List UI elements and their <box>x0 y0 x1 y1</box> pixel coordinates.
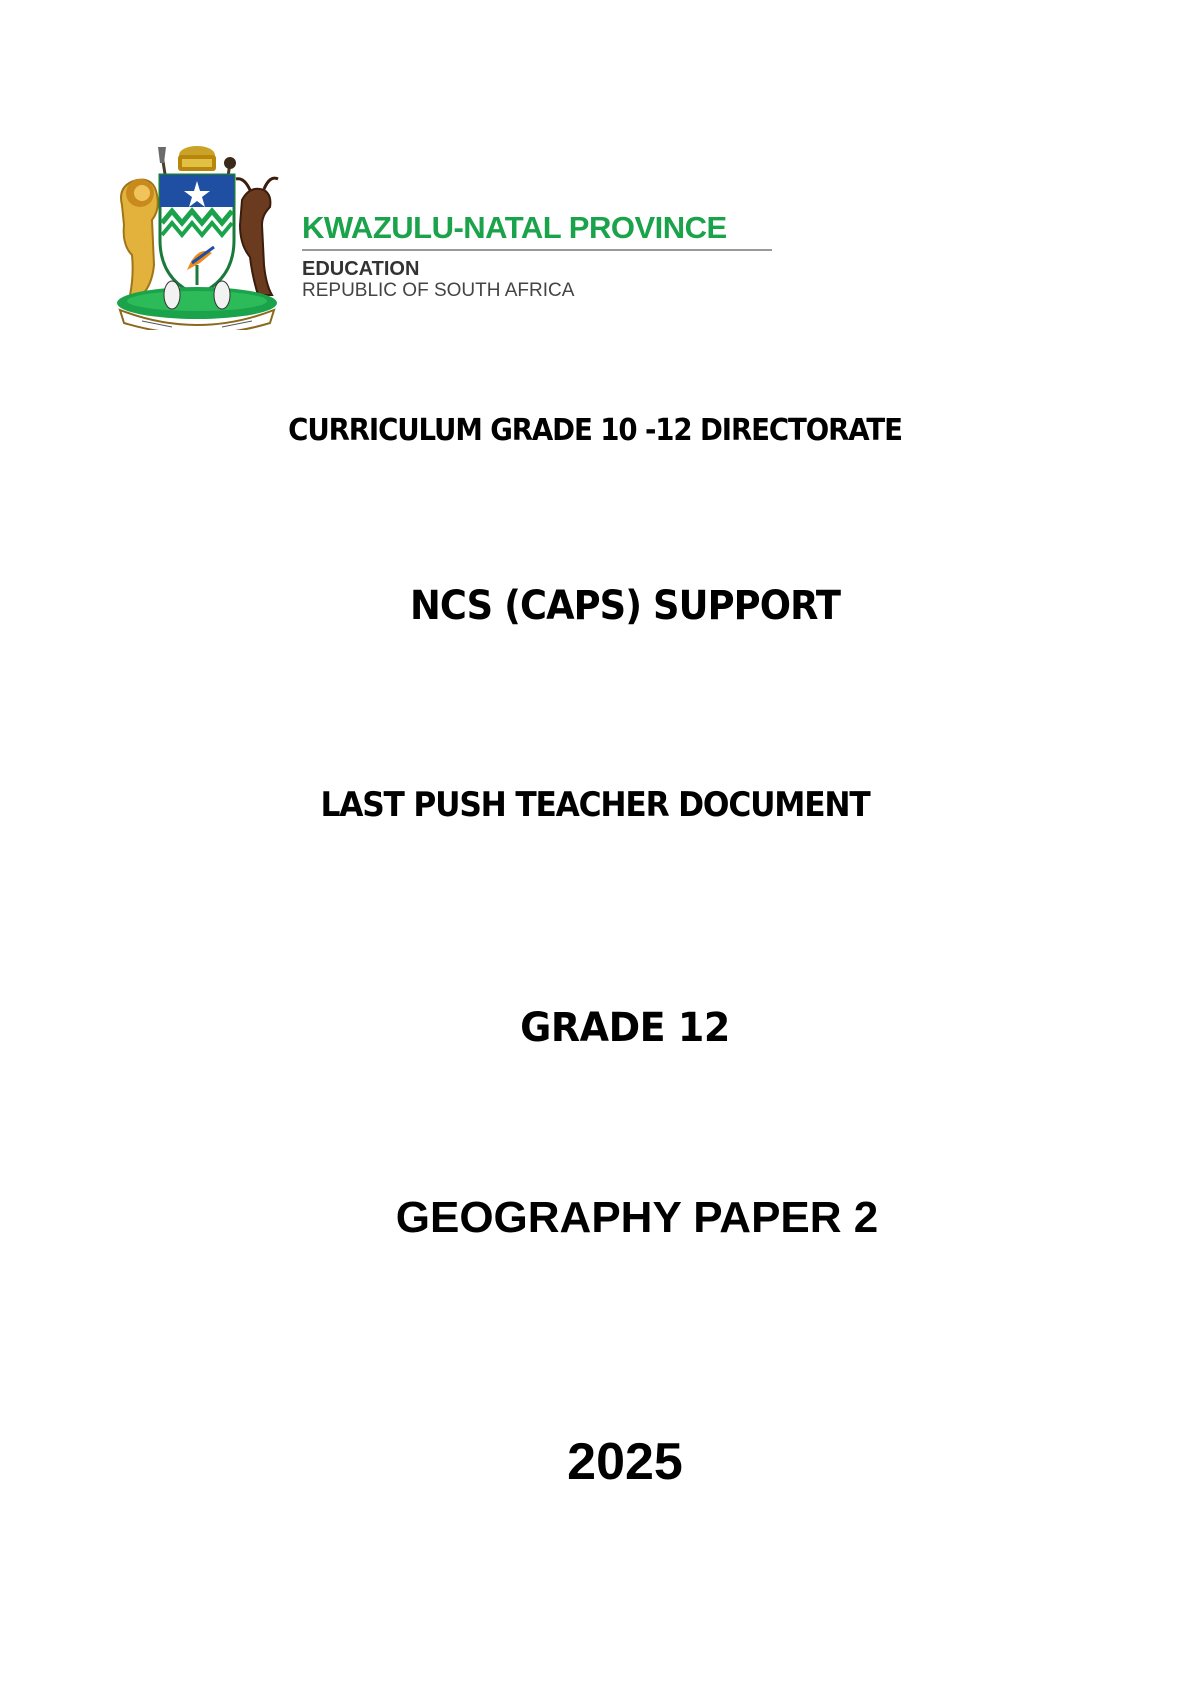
grade-heading: GRADE 12 <box>520 1005 730 1051</box>
country-name: REPUBLIC OF SOUTH AFRICA <box>302 280 575 301</box>
kzn-coat-of-arms-icon <box>112 145 282 330</box>
province-name: KWAZULU-NATAL PROVINCE <box>302 210 727 245</box>
directorate-heading: CURRICULUM GRADE 10 -12 DIRECTORATE <box>288 413 902 448</box>
document-header <box>112 145 792 330</box>
support-heading: NCS (CAPS) SUPPORT <box>409 583 841 629</box>
document-type-heading: LAST PUSH TEACHER DOCUMENT <box>320 785 870 825</box>
subject-heading: GEOGRAPHY PAPER 2 <box>395 1193 879 1242</box>
year-heading: 2025 <box>567 1433 683 1491</box>
header-divider <box>302 249 772 251</box>
organisation-block <box>302 211 792 302</box>
department-name: EDUCATION <box>302 258 420 280</box>
